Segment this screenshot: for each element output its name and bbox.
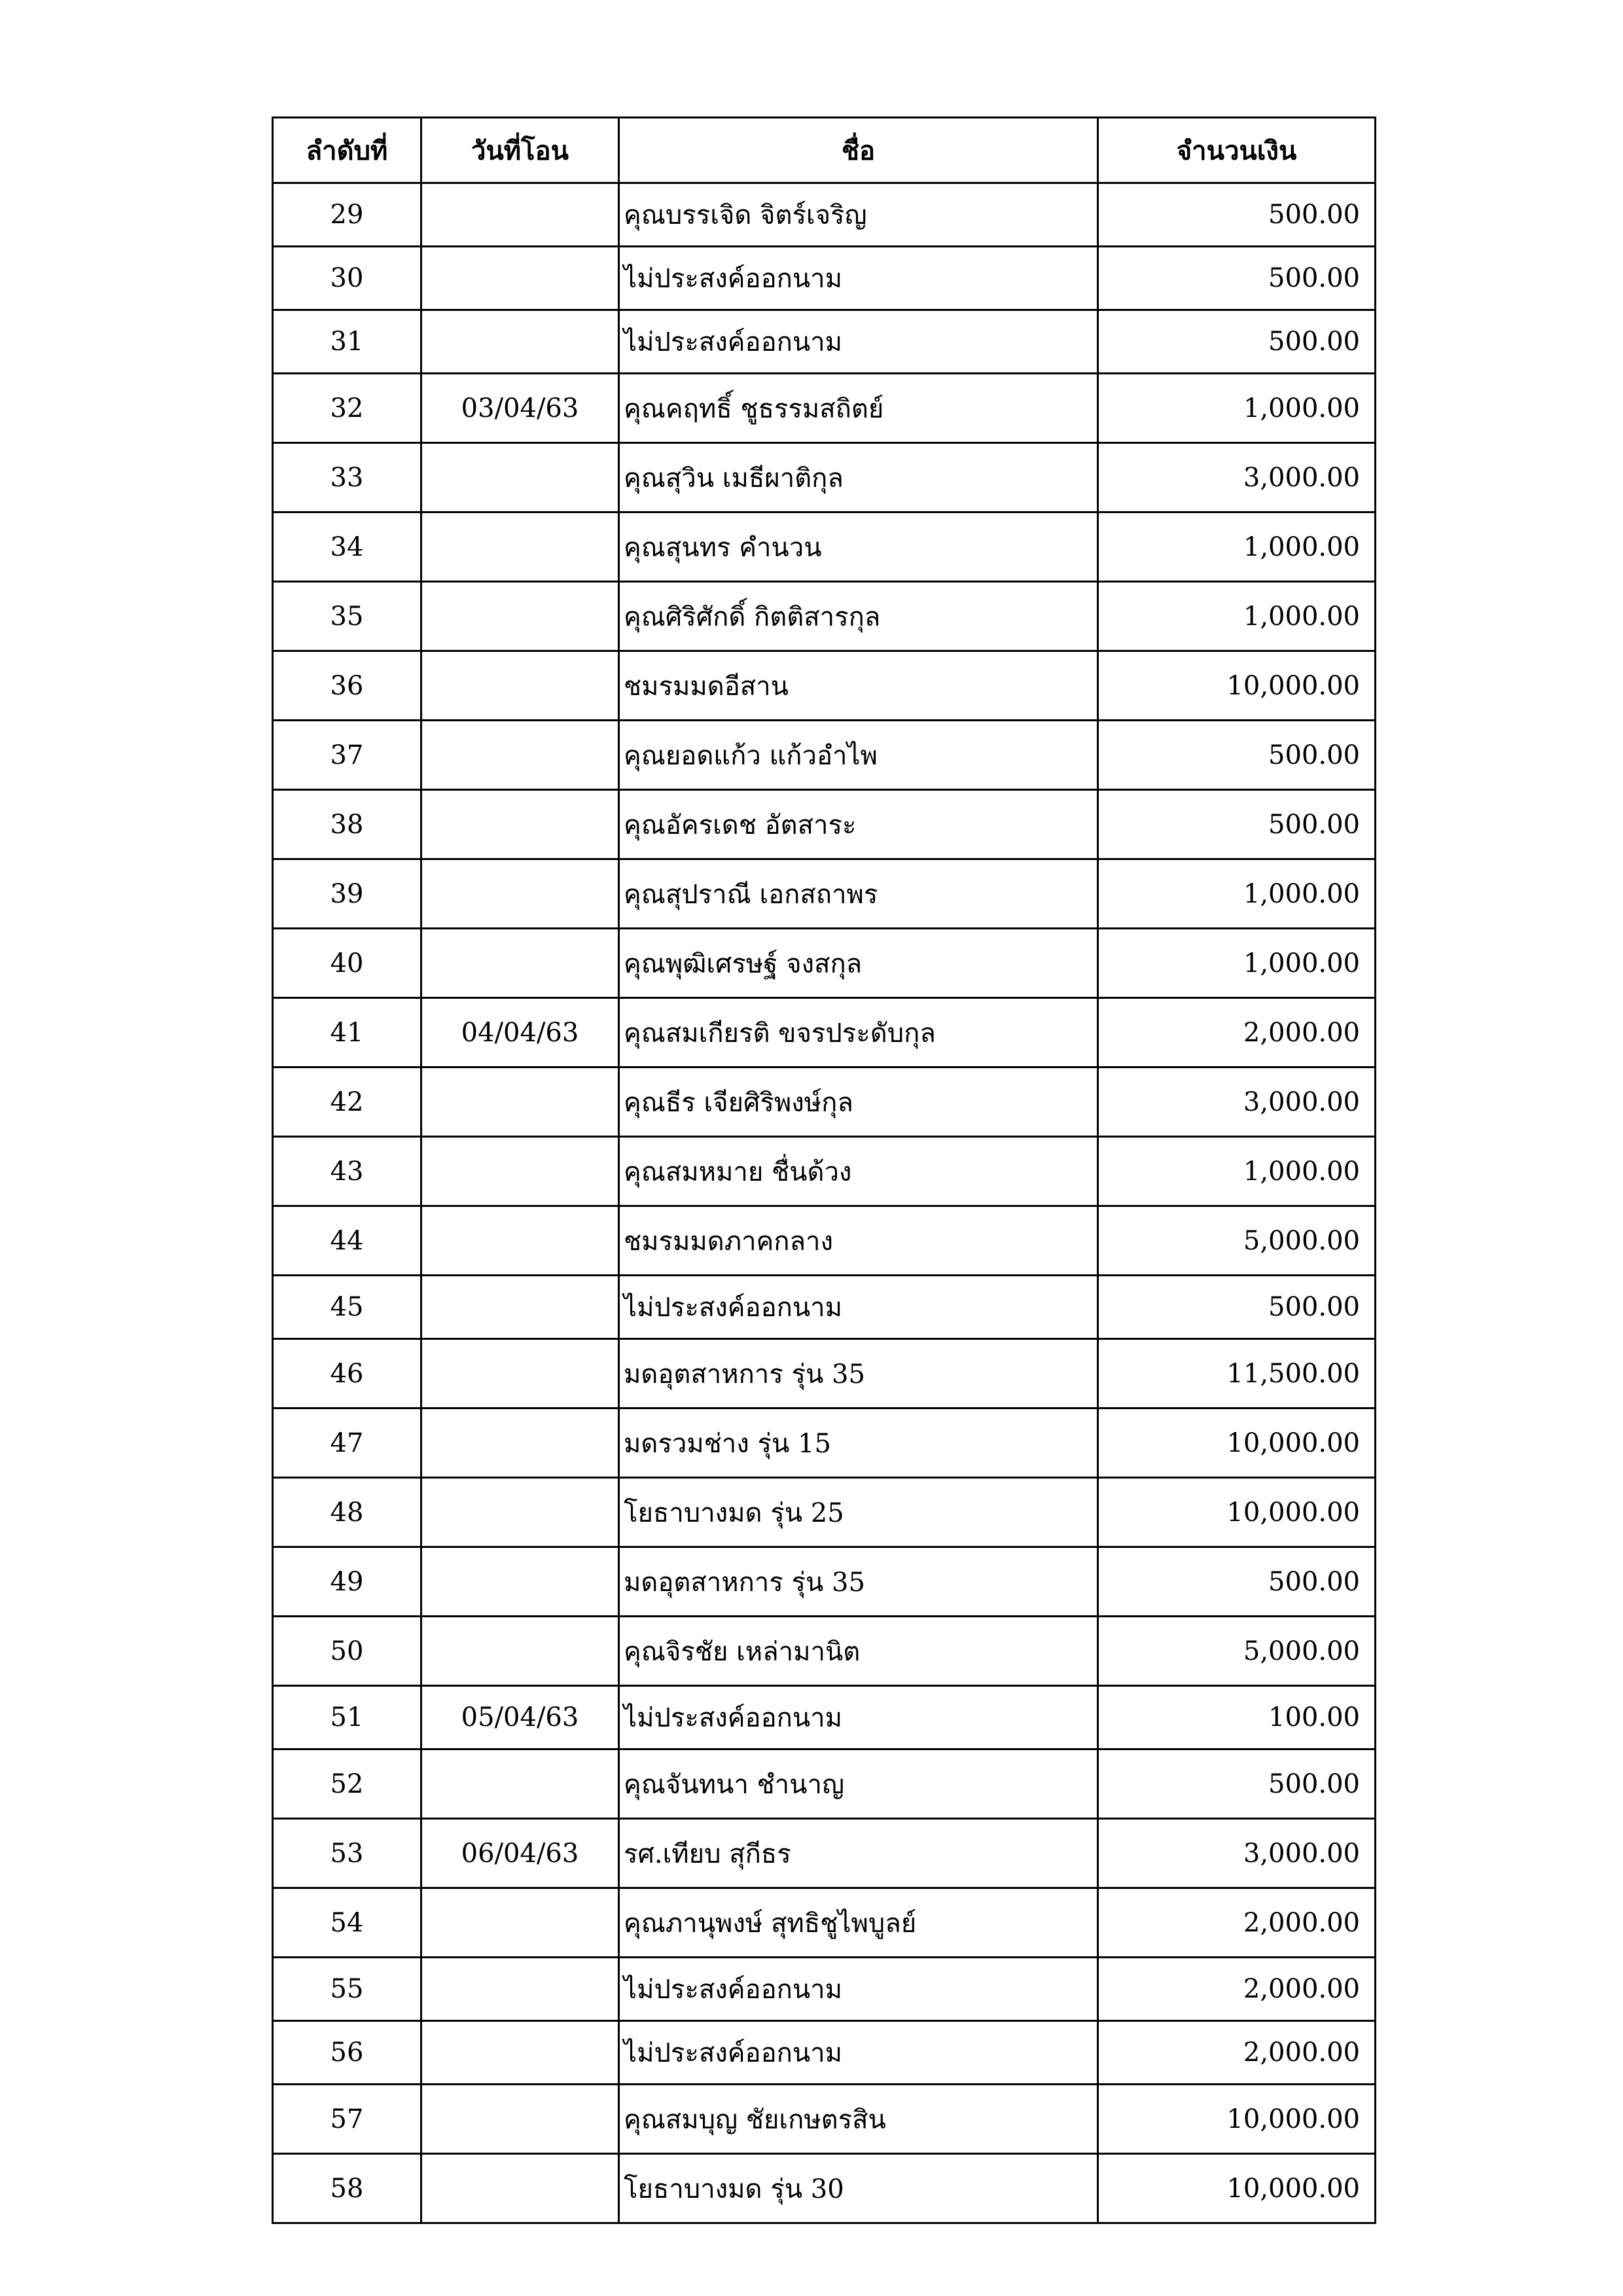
row-amount: 3,000.00 [1098,1819,1376,1888]
table-row [273,721,1376,790]
table-row [273,1819,1376,1888]
row-amount: 1,000.00 [1098,374,1376,443]
table-row [273,443,1376,512]
row-amount: 2,000.00 [1098,998,1376,1067]
row-date [421,651,619,721]
row-name: ชมรมมดภาคกลาง [619,1206,1098,1276]
row-amount: 5,000.00 [1098,1617,1376,1686]
row-name: รศ.เทียบ สุกีธร [619,1819,1098,1888]
table-row [273,374,1376,443]
row-date [421,1617,619,1686]
table-row [273,2085,1376,2154]
row-number: 37 [273,721,421,790]
table-row [273,1206,1376,1276]
row-name: ไม่ประสงค์ออกนาม [619,1686,1098,1749]
row-date [421,443,619,512]
header-amount: จำนวนเงิน [1098,118,1376,183]
row-amount: 11,500.00 [1098,1339,1376,1408]
row-date [421,1137,619,1206]
row-number: 58 [273,2154,421,2223]
row-date: 05/04/63 [421,1686,619,1749]
row-amount: 500.00 [1098,247,1376,310]
row-number: 49 [273,1547,421,1617]
row-name: โยธาบางมด รุ่น 25 [619,1478,1098,1547]
row-date [421,1749,619,1819]
row-name: คุณยอดแก้ว แก้วอำไพ [619,721,1098,790]
row-number: 43 [273,1137,421,1206]
row-name: คุณสมบุญ ชัยเกษตรสิน [619,2085,1098,2154]
row-amount: 500.00 [1098,310,1376,374]
row-name: คุณจิรชัย เหล่ามานิต [619,1617,1098,1686]
row-amount: 3,000.00 [1098,1067,1376,1137]
table-row [273,1547,1376,1617]
table-row [273,1617,1376,1686]
row-amount: 1,000.00 [1098,512,1376,582]
row-date [421,1339,619,1408]
row-amount: 10,000.00 [1098,1478,1376,1547]
row-number: 29 [273,183,421,247]
row-name: คุณสุนทร คำนวน [619,512,1098,582]
table-row [273,859,1376,929]
row-number: 45 [273,1276,421,1339]
row-date [421,310,619,374]
row-number: 35 [273,582,421,651]
row-name: ไม่ประสงค์ออกนาม [619,310,1098,374]
row-date [421,512,619,582]
row-amount: 5,000.00 [1098,1206,1376,1276]
row-name: คุณสุวิน เมธีผาติกุล [619,443,1098,512]
row-date [421,1408,619,1478]
row-number: 53 [273,1819,421,1888]
row-date: 06/04/63 [421,1819,619,1888]
row-name: คุณอัครเดช อัตสาระ [619,790,1098,859]
row-name: คุณสมเกียรติ ขจรประดับกุล [619,998,1098,1067]
row-name: มดอุตสาหการ รุ่น 35 [619,1339,1098,1408]
table-row [273,1686,1376,1749]
table-row [273,1478,1376,1547]
row-amount: 1,000.00 [1098,582,1376,651]
table-row [273,1749,1376,1819]
row-name: ไม่ประสงค์ออกนาม [619,1276,1098,1339]
row-date: 04/04/63 [421,998,619,1067]
table-row [273,1888,1376,1958]
table-row [273,998,1376,1067]
row-date [421,929,619,998]
row-amount: 1,000.00 [1098,1137,1376,1206]
row-number: 34 [273,512,421,582]
row-number: 46 [273,1339,421,1408]
row-date [421,2085,619,2154]
table-row [273,2021,1376,2085]
row-number: 51 [273,1686,421,1749]
row-number: 40 [273,929,421,998]
table-row [273,310,1376,374]
row-number: 31 [273,310,421,374]
table-row [273,2154,1376,2223]
row-date [421,790,619,859]
row-name: คุณคฤทธิ์ ชูธรรมสถิตย์ [619,374,1098,443]
row-number: 57 [273,2085,421,2154]
row-name: คุณสุปราณี เอกสถาพร [619,859,1098,929]
row-name: คุณพุฒิเศรษฐ์ จงสกุล [619,929,1098,998]
row-date [421,1276,619,1339]
row-number: 41 [273,998,421,1067]
row-date [421,1547,619,1617]
row-name: มดรวมช่าง รุ่น 15 [619,1408,1098,1478]
row-amount: 500.00 [1098,721,1376,790]
row-amount: 100.00 [1098,1686,1376,1749]
row-date [421,2154,619,2223]
row-number: 39 [273,859,421,929]
row-amount: 10,000.00 [1098,2085,1376,2154]
row-date [421,1478,619,1547]
row-date: 03/04/63 [421,374,619,443]
row-amount: 10,000.00 [1098,651,1376,721]
row-name: ไม่ประสงค์ออกนาม [619,1958,1098,2021]
row-date [421,859,619,929]
row-number: 52 [273,1749,421,1819]
table-row [273,1339,1376,1408]
row-number: 48 [273,1478,421,1547]
row-name: ชมรมมดอีสาน [619,651,1098,721]
donation-table [272,117,1376,2224]
table-row [273,183,1376,247]
row-name: โยธาบางมด รุ่น 30 [619,2154,1098,2223]
table-row [273,582,1376,651]
row-number: 47 [273,1408,421,1478]
row-number: 33 [273,443,421,512]
row-amount: 1,000.00 [1098,929,1376,998]
row-amount: 500.00 [1098,183,1376,247]
row-number: 42 [273,1067,421,1137]
row-number: 36 [273,651,421,721]
row-date [421,1206,619,1276]
row-name: คุณจันทนา ชำนาญ [619,1749,1098,1819]
header-name: ชื่อ [619,118,1098,183]
table-row [273,1067,1376,1137]
row-amount: 500.00 [1098,1749,1376,1819]
row-number: 32 [273,374,421,443]
row-number: 30 [273,247,421,310]
table-row [273,512,1376,582]
row-number: 50 [273,1617,421,1686]
row-date [421,582,619,651]
row-number: 55 [273,1958,421,2021]
row-number: 38 [273,790,421,859]
row-amount: 1,000.00 [1098,859,1376,929]
table-row [273,247,1376,310]
row-name: คุณภานุพงษ์ สุทธิชูไพบูลย์ [619,1888,1098,1958]
table-header-row [273,118,1376,183]
row-amount: 10,000.00 [1098,1408,1376,1478]
row-number: 56 [273,2021,421,2085]
row-name: คุณบรรเจิด จิตร์เจริญ [619,183,1098,247]
row-amount: 2,000.00 [1098,2021,1376,2085]
row-amount: 3,000.00 [1098,443,1376,512]
row-name: คุณศิริศักดิ์ กิตติสารกุล [619,582,1098,651]
row-amount: 500.00 [1098,1547,1376,1617]
row-name: มดอุตสาหการ รุ่น 35 [619,1547,1098,1617]
row-amount: 2,000.00 [1098,1888,1376,1958]
row-amount: 10,000.00 [1098,2154,1376,2223]
table-row [273,929,1376,998]
table-row [273,790,1376,859]
header-no: ลำดับที่ [273,118,421,183]
row-date [421,2021,619,2085]
row-name: ไม่ประสงค์ออกนาม [619,247,1098,310]
row-number: 54 [273,1888,421,1958]
table-row [273,1408,1376,1478]
header-date: วันที่โอน [421,118,619,183]
table-body [273,183,1376,2223]
row-date [421,1888,619,1958]
row-name: ไม่ประสงค์ออกนาม [619,2021,1098,2085]
row-number: 44 [273,1206,421,1276]
table-row [273,1137,1376,1206]
table-row [273,1276,1376,1339]
table-row [273,651,1376,721]
row-date [421,247,619,310]
row-date [421,1067,619,1137]
row-amount: 500.00 [1098,1276,1376,1339]
row-date [421,183,619,247]
row-date [421,721,619,790]
row-name: คุณธีร เจียศิริพงษ์กุล [619,1067,1098,1137]
row-amount: 500.00 [1098,790,1376,859]
row-amount: 2,000.00 [1098,1958,1376,2021]
row-date [421,1958,619,2021]
row-name: คุณสมหมาย ชื่นด้วง [619,1137,1098,1206]
table-row [273,1958,1376,2021]
